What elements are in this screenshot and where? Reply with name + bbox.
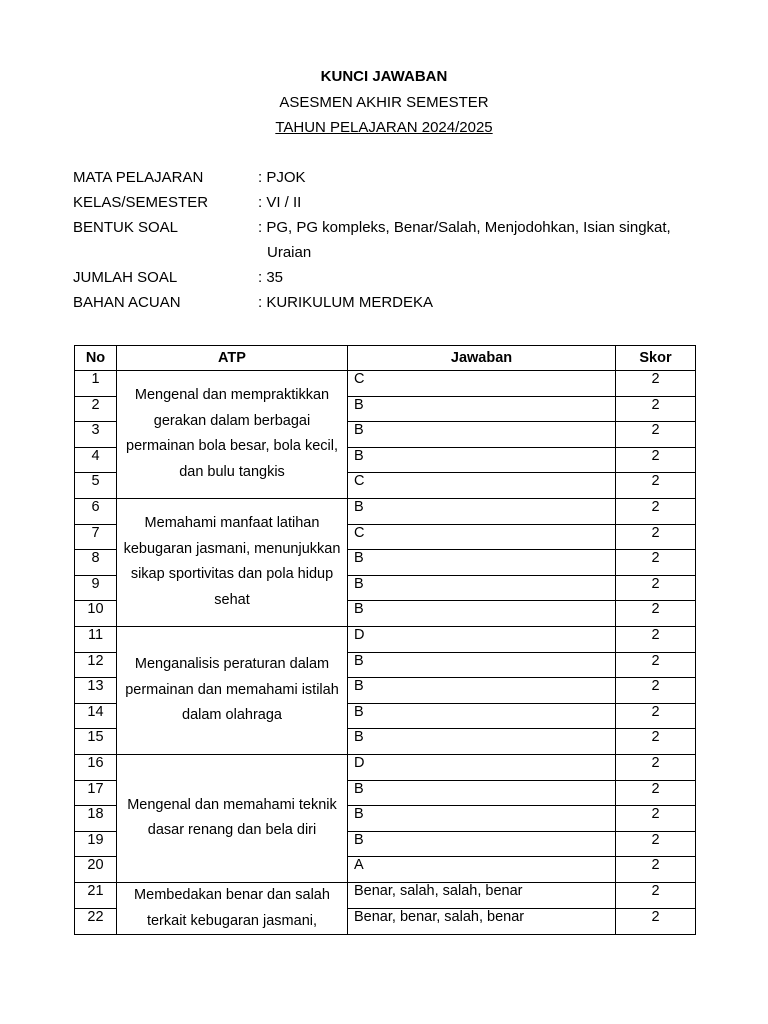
table-row (75, 626, 696, 652)
info-label: JUMLAH SOAL (73, 269, 178, 286)
row-number: 10 (75, 601, 117, 627)
info-label: BAHAN ACUAN (73, 294, 181, 311)
row-number: 4 (75, 447, 117, 473)
table-header-row (75, 346, 696, 371)
score-cell: 2 (616, 703, 696, 729)
score-cell: 2 (616, 857, 696, 883)
answer-cell: B (348, 422, 616, 448)
info-value: : PG, PG kompleks, Benar/Salah, Menjodohkan, Isian singkat, (258, 219, 671, 236)
answer-cell: B (348, 780, 616, 806)
header-atp: ATP (117, 346, 348, 371)
answer-cell: B (348, 575, 616, 601)
score-cell: 2 (616, 524, 696, 550)
answer-cell: A (348, 857, 616, 883)
row-number: 8 (75, 550, 117, 576)
score-cell: 2 (616, 447, 696, 473)
atp-cell: Memahami manfaat latihan kebugaran jasmani, menunjukkan sikap sportivitas dan pola hidup sehat (117, 498, 348, 626)
score-cell: 2 (616, 678, 696, 704)
row-number: 3 (75, 422, 117, 448)
row-number: 12 (75, 652, 117, 678)
score-cell: 2 (616, 652, 696, 678)
score-cell: 2 (616, 575, 696, 601)
answer-cell: B (348, 831, 616, 857)
info-value: : VI / II (258, 194, 302, 211)
info-label: BENTUK SOAL (73, 219, 179, 236)
answer-cell: B (348, 550, 616, 576)
answer-cell: C (348, 371, 616, 397)
row-number: 21 (75, 882, 117, 908)
score-cell: 2 (616, 626, 696, 652)
score-cell: 2 (616, 806, 696, 832)
answer-cell: D (348, 754, 616, 780)
score-cell: 2 (616, 422, 696, 448)
score-cell: 2 (616, 831, 696, 857)
atp-cell: Menganalisis peraturan dalam permainan dan memahami istilah dalam olahraga (117, 626, 348, 754)
info-label: MATA PELAJARAN (73, 169, 204, 186)
header-skor: Skor (616, 346, 696, 371)
answer-cell: B (348, 652, 616, 678)
answer-cell: B (348, 703, 616, 729)
row-number: 14 (75, 703, 117, 729)
row-number: 11 (75, 626, 117, 652)
header-no: No (75, 346, 117, 371)
row-number: 7 (75, 524, 117, 550)
score-cell: 2 (616, 729, 696, 755)
info-value: : KURIKULUM MERDEKA (258, 294, 434, 311)
row-number: 22 (75, 909, 117, 935)
score-cell: 2 (616, 909, 696, 935)
answer-cell: B (348, 806, 616, 832)
answer-cell: B (348, 396, 616, 422)
info-value: : 35 (258, 269, 284, 286)
header-jawaban: Jawaban (348, 346, 616, 371)
row-number: 13 (75, 678, 117, 704)
document-subtitle: ASESMEN AKHIR SEMESTER (279, 94, 489, 111)
info-value-continued: Uraian (267, 244, 312, 261)
row-number: 2 (75, 396, 117, 422)
row-number: 20 (75, 857, 117, 883)
row-number: 15 (75, 729, 117, 755)
answer-key-table (74, 345, 696, 935)
score-cell: 2 (616, 473, 696, 499)
score-cell: 2 (616, 396, 696, 422)
row-number: 1 (75, 371, 117, 397)
answer-cell: B (348, 498, 616, 524)
answer-cell: B (348, 447, 616, 473)
row-number: 5 (75, 473, 117, 499)
answer-cell: B (348, 729, 616, 755)
row-number: 6 (75, 498, 117, 524)
score-cell: 2 (616, 498, 696, 524)
row-number: 18 (75, 806, 117, 832)
atp-cell: Mengenal dan mempraktikkan gerakan dalam berbagai permainan bola besar, bola kecil, dan bulu tangkis (117, 371, 348, 499)
score-cell: 2 (616, 601, 696, 627)
answer-cell: D (348, 626, 616, 652)
score-cell: 2 (616, 754, 696, 780)
answer-cell: B (348, 601, 616, 627)
answer-cell: C (348, 473, 616, 499)
row-number: 19 (75, 831, 117, 857)
answer-cell: B (348, 678, 616, 704)
row-number: 16 (75, 754, 117, 780)
score-cell: 2 (616, 550, 696, 576)
table-row (75, 498, 696, 524)
row-number: 9 (75, 575, 117, 601)
answer-cell: C (348, 524, 616, 550)
document-title: KUNCI JAWABAN (320, 68, 448, 85)
atp-cell: Mengenal dan memahami teknik dasar renang dan bela diri (117, 754, 348, 882)
table-row (75, 882, 696, 908)
score-cell: 2 (616, 780, 696, 806)
row-number: 17 (75, 780, 117, 806)
answer-cell: Benar, salah, salah, benar (348, 882, 616, 908)
answer-cell: Benar, benar, salah, benar (348, 909, 616, 935)
score-cell: 2 (616, 882, 696, 908)
academic-year: TAHUN PELAJARAN 2024/2025 (275, 119, 493, 136)
info-label: KELAS/SEMESTER (73, 194, 209, 211)
info-value: : PJOK (258, 169, 306, 186)
atp-cell: Membedakan benar dan salah terkait kebugaran jasmani, (117, 882, 348, 934)
table-row (75, 754, 696, 780)
table-row (75, 371, 696, 397)
score-cell: 2 (616, 371, 696, 397)
